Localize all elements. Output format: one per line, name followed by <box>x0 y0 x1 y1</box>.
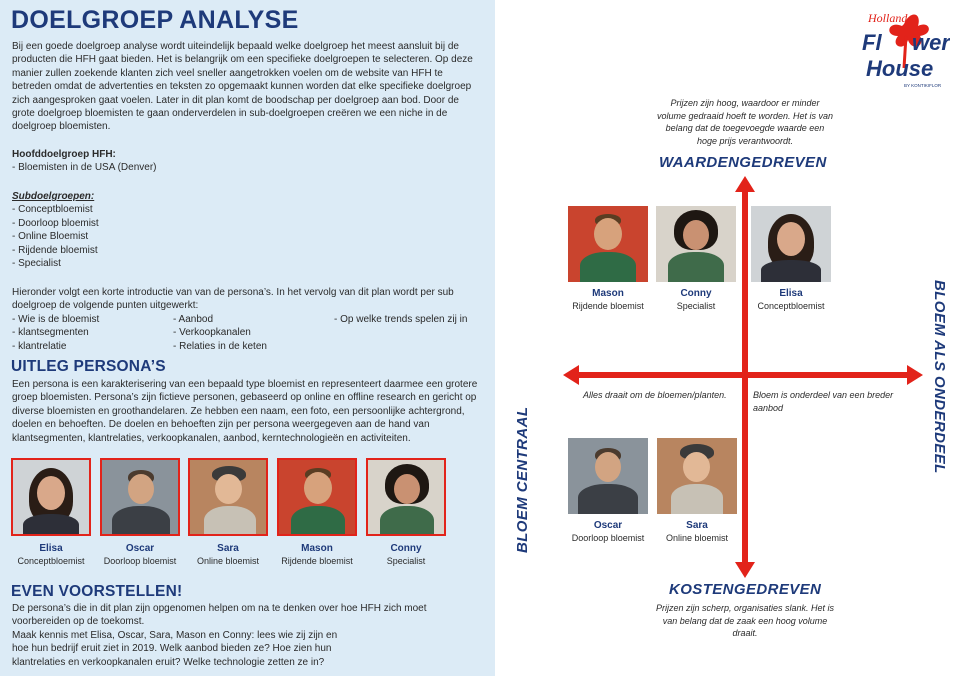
left-axis-note: Alles draait om de bloemen/planten. <box>583 390 727 400</box>
sub-target-item: - Rijdende bloemist <box>12 244 98 256</box>
persona-name: Sara <box>217 543 239 554</box>
bottom-axis-label: KOSTENGEDREVEN <box>669 581 822 598</box>
positioning-axes <box>495 0 960 676</box>
persona-name: Mason <box>592 288 624 299</box>
persona-card <box>277 458 357 566</box>
sub-target-item: - Online Bloemist <box>12 231 89 243</box>
svg-text:wer: wer <box>912 30 950 55</box>
closing-paragraph-1: De persona’s die in dit plan zijn opgenomen helpen om na te denken over hoe HFH zich moet voorbereiden op de toekomst. <box>12 603 427 628</box>
persona-photo <box>11 458 91 536</box>
persona-name: Oscar <box>125 543 155 554</box>
persona-role: Doorloop bloemist <box>103 556 177 566</box>
persona-photo <box>751 206 831 282</box>
persona-role: Rijdende bloemist <box>572 301 644 311</box>
persona-name: Sara <box>686 520 708 531</box>
svg-text:Fl: Fl <box>862 30 882 55</box>
personas-heading: UITLEG PERSONA’S <box>11 358 166 375</box>
persona-card <box>100 458 180 566</box>
page-title: DOELGROEP ANALYSE <box>11 6 299 34</box>
sub-target-label: Subdoelgroepen: <box>12 191 95 202</box>
persona-card <box>11 458 91 566</box>
point-item: - Op welke trends spelen zij in <box>334 314 468 325</box>
sub-target-item: - Doorloop bloemist <box>12 217 99 229</box>
left-axis-label: BLOEM CENTRAAL <box>514 406 531 553</box>
intro-paragraph: Bij een goede doelgroep analyse wordt uiteindelijk bepaald welke doelgroep het meest aansluit bij de producten die HFH gaat bieden. Het is belangrijk om een specifieke doelgroepen te selecteren. Op deze manier zullen zoekende klanten zich veel sneller aangetrokken voelen om de website van HFH te betreden omdat de advertenties en teksten zo opgemaakt kunnen worden dat elke specifieke doelgroep zich aangesproken gaat voelen. Later in dit plan komt de boodschap per doelgroep aan bod. Door de grote doelgroep bloemisten te gaan onderverdelen in sub-doelgroepen creëren we een niche in de doelgroep bloemisten. <box>12 41 473 133</box>
persona-card <box>188 458 268 566</box>
persona-role: Online bloemist <box>196 556 260 566</box>
persona-card <box>366 458 446 566</box>
persona-role: Conceptbloemist <box>757 301 825 311</box>
persona-row <box>11 458 481 570</box>
point-item: - Wie is de bloemist <box>12 314 100 325</box>
sub-target-item: - Specialist <box>12 258 61 270</box>
top-note: Prijzen zijn hoog, waardoor er minder volume gedraaid hoeft te worden. Het is van belang dat de toegevoegde waarde een hoge prijs verantwoordt. <box>656 98 834 146</box>
persona-photo <box>657 438 737 514</box>
right-panel <box>495 0 960 676</box>
persona-name: Elisa <box>779 288 803 299</box>
points-column-1 <box>12 313 99 353</box>
point-item: - klantsegmenten <box>12 327 89 339</box>
persona-role: Online bloemist <box>665 533 729 543</box>
persona-photo <box>100 458 180 536</box>
persona-name: Conny <box>680 288 712 299</box>
persona-role: Rijdende bloemist <box>281 556 353 566</box>
persona-photo <box>568 206 648 282</box>
main-target-label: Hoofddoelgroep HFH: <box>12 149 116 160</box>
point-item: - Verkoopkanalen <box>173 327 251 339</box>
persona-role: Specialist <box>386 556 426 566</box>
persona-role: Conceptbloemist <box>17 556 85 566</box>
point-item: - klantrelatie <box>12 340 67 352</box>
svg-text:BY KONTIKIFLOR: BY KONTIKIFLOR <box>904 83 942 88</box>
svg-text:Holland: Holland <box>868 11 908 25</box>
persona-name: Elisa <box>39 543 63 554</box>
main-target-group <box>12 148 157 175</box>
top-axis-label: WAARDENGEDREVEN <box>659 154 827 171</box>
persona-photo <box>277 458 357 536</box>
sub-target-groups <box>12 190 99 270</box>
matrix-persona <box>750 206 832 311</box>
main-target-value: - Bloemisten in de USA (Denver) <box>12 162 157 174</box>
right-axis-note: Bloem is onderdeel van een breder aanbod <box>753 390 894 413</box>
closing-paragraph-2: Maak kennis met Elisa, Oscar, Sara, Mason en Conny: lees wie zij zijn en hoe hun bedrijf eruit ziet in 2019. Welk aanbod bieden ze? Hoe zien hun klantrelaties en verkoopkanalen eruit? Welke technologie zetten ze in? <box>12 630 338 668</box>
points-column-2 <box>173 313 267 353</box>
persona-role: Doorloop bloemist <box>571 533 645 543</box>
matrix-persona <box>567 206 649 311</box>
introduce-heading: EVEN VOORSTELLEN! <box>11 583 183 600</box>
matrix-persona <box>567 438 649 543</box>
point-item: - Aanbod <box>173 314 214 325</box>
points-column-3 <box>334 313 467 326</box>
right-axis-label: BLOEM ALS ONDERDEEL <box>931 280 948 474</box>
persona-role: Specialist <box>676 301 716 311</box>
personas-paragraph: Een persona is een karakterisering van een bepaald type bloemist en representeert daarmee een grotere groep bloemisten. Persona’s zijn fictieve personen, gebaseerd op online en offline research en gericht op diverse bloemisten en groothandelaren. Ze hebben een naam, een foto, een persoonlijke achtergrond, doelen en behoeften. De doelen en behoeften zijn per persona weergegeven aan de hand van klantsegmenten, klantrelaties, verkoopkanalen, aanbod, kerntechnologieën en activiteiten. <box>12 379 478 444</box>
matrix-persona <box>656 438 738 543</box>
persona-photo <box>188 458 268 536</box>
persona-photo <box>366 458 446 536</box>
persona-intro: Hieronder volgt een korte introductie van van de persona’s. In het vervolg van dit plan wordt per sub doelgroep de volgende punten uitgewerkt: <box>12 287 454 312</box>
point-item: - Relaties in de keten <box>173 340 267 352</box>
matrix-persona <box>655 206 737 311</box>
persona-name: Conny <box>390 543 422 554</box>
bottom-note: Prijzen zijn scherp, organisaties slank. Het is van belang dat de zaak een hoog volume draait. <box>655 603 835 638</box>
persona-photo <box>568 438 648 514</box>
sub-target-item: - Conceptbloemist <box>12 204 93 216</box>
persona-name: Mason <box>301 543 333 554</box>
svg-text:House: House <box>866 56 934 81</box>
persona-photo <box>656 206 736 282</box>
persona-name: Oscar <box>593 520 623 531</box>
